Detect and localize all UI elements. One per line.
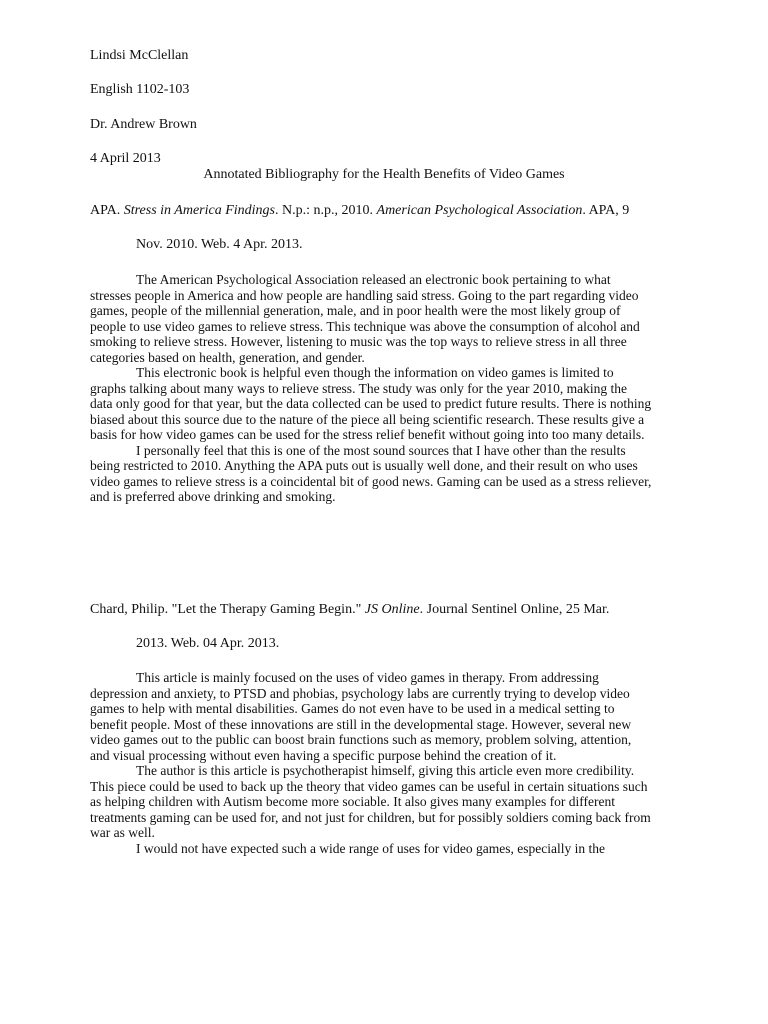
annotation-paragraph: The author is this article is psychotherapist himself, giving this article even more credibility. This piece could be used to back up the theory that video games can be useful in certain situations such as helping children with Autism become more sociable. It also gives many examples for different treatments gaming can be used for, and not just for children, but for possibly soldiers coming back from war as well. <box>90 763 651 840</box>
citation-continuation: 2013. Web. 04 Apr. 2013. <box>136 636 280 651</box>
instructor-name: Dr. Andrew Brown <box>90 117 197 132</box>
citation-container: JS Online <box>364 602 420 617</box>
citation-author: APA. <box>90 203 121 218</box>
citation-apa <box>90 203 629 219</box>
student-name: Lindsi McClellan <box>90 48 189 63</box>
citation-publisher: . APA, 9 <box>582 203 630 218</box>
annotation-paragraph: I personally feel that this is one of the most sound sources that I have other than the results being restricted to 2010. Anything the APA puts out is usually well done, and their result on who uses video games to relieve stress is a coincidental bit of good news. Gaming can be used as a stress reliever, and is preferred above drinking and smoking. <box>90 442 652 504</box>
citation-author: Chard, Philip. "Let the Therapy Gaming Begin." <box>90 602 362 617</box>
annotation-paragraph: This electronic book is helpful even though the information on video games is limited to graphs talking about many ways to relieve stress. The study was only for the year 2010, making the data only good for that year, but the data collected can be used to predict future results. There is nothing biased about this source due to the nature of the piece all being scientific research. These results give a basis for how video games can be used for the stress relief benefit without going into too many details. <box>90 365 652 442</box>
course-name: English 1102-103 <box>90 82 190 97</box>
annotation-apa <box>90 272 652 505</box>
annotation-paragraph: The American Psychological Association released an electronic book pertaining to what stresses people in America and how people are handling said stress. Going to the part regarding video games, people of the millennial generation, male, and in poor health were the most likely group of people to use video games to relieve stress. This technique was above the consumption of alcohol and smoking to relieve stress. However, listening to music was the top ways to relieve stress in all three categories based on health, generation, and gender. <box>90 272 640 365</box>
citation-publication: . N.p.: n.p., 2010. <box>275 203 374 218</box>
citation-container: American Psychological Association <box>376 203 583 218</box>
citation-chard <box>90 602 609 618</box>
annotation-paragraph: I would not have expected such a wide range of uses for video games, especially in the <box>136 840 605 856</box>
document-title: Annotated Bibliography for the Health Benefits of Video Games <box>203 167 565 182</box>
paper-date: 4 April 2013 <box>90 151 161 166</box>
annotation-paragraph: This article is mainly focused on the uses of video games in therapy. From addressing depression and anxiety, to PTSD and phobias, psychology labs are currently trying to develop video games to help with mental disabilities. Games do not even have to be used in a medical setting to benefit people. Most of these innovations are still in the developmental stage. However, several new video games out to the public can boost brain functions such as memory, problem solving, attention, and visual processing without even having a specific purpose behind the creation of it. <box>90 670 632 763</box>
citation-continuation: Nov. 2010. Web. 4 Apr. 2013. <box>136 237 303 252</box>
citation-publisher: . Journal Sentinel Online, 25 Mar. <box>419 602 610 617</box>
annotation-chard <box>90 670 652 856</box>
citation-work-title: Stress in America Findings <box>123 203 276 218</box>
